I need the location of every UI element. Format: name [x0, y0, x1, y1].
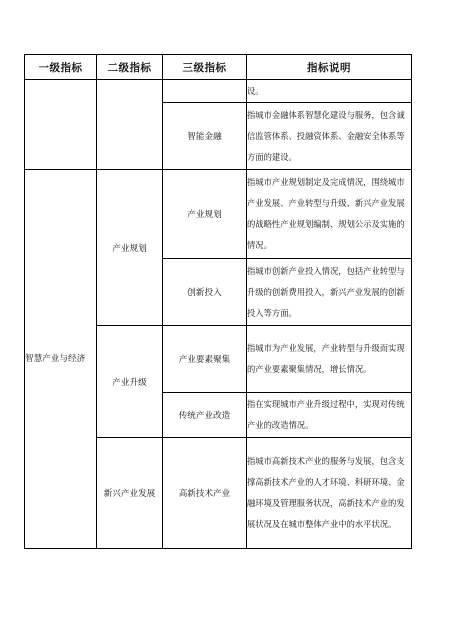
description-cell [247, 326, 412, 393]
table-header-row [25, 55, 412, 80]
level3-cell: 产业规划 [163, 170, 247, 259]
table-row [25, 80, 412, 103]
description-cell [247, 170, 412, 259]
level3-cell: 智能金融 [163, 103, 247, 170]
level1-cell-empty [25, 80, 97, 170]
description-cell [247, 103, 412, 170]
header-level3: 三级指标 [163, 55, 247, 80]
description-text: 设。 [247, 85, 264, 96]
level2-cell: 新兴产业发展 [97, 438, 163, 549]
description-text: 指城市高新技术产业的服务与发展，包含支撑高新技术产业的人才环境、科研环境、金融环境及管理服务状况，高新技术产业的发展状况及在城市整体产业中的水平状况。 [247, 456, 405, 529]
header-description: 指标说明 [247, 55, 412, 80]
description-cell [247, 259, 412, 326]
description-text: 指城市产业规划制定及完成情况，围绕城市产业发展、产业转型与升级、新兴产业发展的战略性产业规划编制、规划公示及实施的情况。 [247, 177, 405, 250]
level1-cell: 智慧产业与经济 [25, 170, 97, 549]
table-row [25, 170, 412, 259]
description-text: 指城市创新产业投入情况，包括产业转型与升级的创新费用投入，新兴产业发展的创新投入等方面。 [247, 265, 405, 318]
indicator-table [24, 54, 412, 549]
level3-cell: 高新技术产业 [163, 438, 247, 549]
description-cell [247, 80, 412, 103]
level3-cell: 创新投入 [163, 259, 247, 326]
header-level2: 二级指标 [97, 55, 163, 80]
description-text: 指在实现城市产业升级过程中，实现对传统产业的改造情况。 [247, 399, 405, 430]
description-text: 指城市金融体系智慧化建设与服务，包含诚信监管体系、投融资体系、金融安全体系等方面的建设。 [247, 109, 405, 162]
level3-cell: 产业要素聚集 [163, 326, 247, 393]
description-cell [247, 393, 412, 438]
level2-cell: 产业升级 [97, 326, 163, 438]
description-text: 指城市为产业发展，产业转型与升级而实现的产业要素聚集情况，增长情况。 [247, 343, 405, 374]
level3-cell: 传统产业改造 [163, 393, 247, 438]
level3-cell-empty [163, 80, 247, 103]
description-cell [247, 438, 412, 549]
level2-cell-empty [97, 80, 163, 170]
header-level1: 一级指标 [25, 55, 97, 80]
level2-cell: 产业规划 [97, 170, 163, 326]
